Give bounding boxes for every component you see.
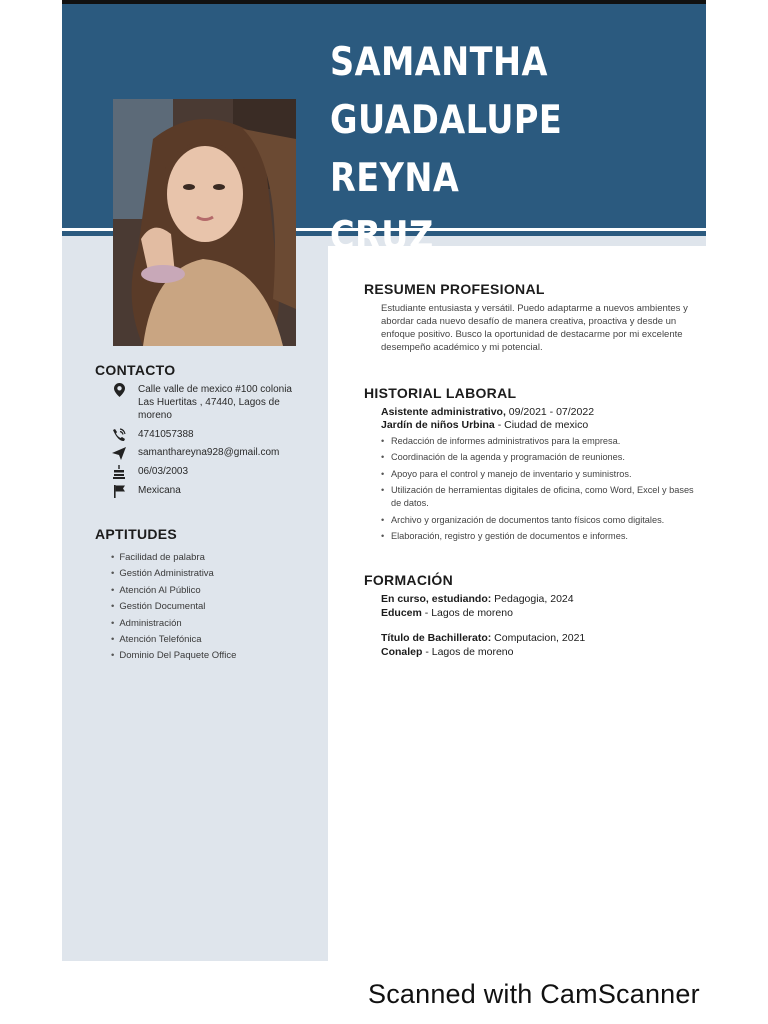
- list-item: • Apoyo para el control y manejo de inventario y suministros.: [381, 468, 703, 481]
- phone-icon: [110, 428, 128, 442]
- send-icon: [110, 446, 128, 460]
- list-item: • Elaboración, registro y gestión de documentos e informes.: [381, 530, 703, 543]
- list-item: • Coordinación de la agenda y programación de reuniones.: [381, 451, 703, 464]
- phone-text: 4741057388: [138, 429, 194, 440]
- birthday-cake-icon: [110, 465, 128, 479]
- school-place: - Lagos de moreno: [421, 606, 513, 619]
- school-name: Educem: [381, 606, 422, 619]
- contact-nationality: [110, 484, 310, 498]
- degree-field: Computacion, 2021: [491, 632, 586, 644]
- list-item: • Utilización de herramientas digitales de oficina, como Word, Excel y bases de datos.: [381, 484, 703, 510]
- school-place: - Lagos de moreno: [422, 645, 514, 658]
- name-line: GUADALUPE REYNA: [330, 98, 563, 201]
- education-heading: FORMACIÓN: [364, 572, 454, 588]
- profile-photo: [113, 99, 296, 346]
- job-tasks-list: [381, 435, 703, 546]
- contact-birthdate: [110, 465, 310, 479]
- list-item: • Dominio Del Paquete Office: [111, 648, 236, 664]
- job-employer: [381, 419, 588, 432]
- list-item: • Atención Al Público: [111, 583, 236, 599]
- flag-icon: [110, 484, 128, 498]
- list-item: • Gestión Administrativa: [111, 566, 236, 582]
- degree-status: Título de Bachillerato:: [381, 632, 492, 644]
- work-heading: HISTORIAL LABORAL: [364, 385, 517, 401]
- job-position: [381, 406, 594, 419]
- list-item: • Archivo y organización de documentos tanto físicos como digitales.: [381, 514, 703, 527]
- employer-location: - Ciudad de mexico: [494, 419, 589, 431]
- school-name: Conalep: [381, 645, 423, 658]
- email-text: samanthareyna928@gmail.com: [138, 447, 280, 458]
- degree-field: Pedagogia, 2024: [491, 593, 574, 605]
- degree-status: En curso, estudiando:: [381, 593, 492, 605]
- contact-email: [110, 446, 310, 460]
- list-item: • Facilidad de palabra: [111, 550, 236, 566]
- name-line: CRUZ: [330, 214, 434, 259]
- address-text: Calle valle de mexico #100 colonia Las Huertitas , 47440, Lagos de moreno: [138, 384, 292, 421]
- location-pin-icon: [110, 383, 128, 397]
- skills-heading: APTITUDES: [95, 526, 178, 542]
- job-role: Asistente administrativo,: [381, 406, 506, 418]
- candidate-name: [330, 34, 648, 266]
- employer-name: Jardín de niños Urbina: [381, 419, 495, 431]
- job-dates: 09/2021 - 07/2022: [505, 406, 595, 418]
- list-item: • Atención Telefónica: [111, 632, 236, 648]
- list-item: • Redacción de informes administrativos para la empresa.: [381, 435, 703, 448]
- summary-heading: RESUMEN PROFESIONAL: [364, 281, 545, 297]
- name-line: SAMANTHA: [330, 40, 548, 85]
- scanner-watermark: Scanned with CamScanner: [368, 979, 700, 1009]
- birthdate-text: 06/03/2003: [138, 466, 189, 477]
- education-entry: [381, 632, 585, 659]
- nationality-text: Mexicana: [138, 485, 181, 496]
- contact-address: [110, 383, 310, 422]
- summary-text: Estudiante entusiasta y versátil. Puedo adaptarme a nuevos ambientes y abordar cada nuevo desafío de manera creativa, proactiva y desde un enfoque positivo. Busco la oportunidad de destacarme por mi excelente desempeño académico y mi potencial.: [381, 303, 688, 353]
- contact-phone: [110, 428, 310, 442]
- education-entry: [381, 593, 574, 620]
- contact-heading: CONTACTO: [95, 362, 176, 378]
- list-item: • Gestión Documental: [111, 599, 236, 615]
- list-item: • Administración: [111, 616, 236, 632]
- skills-list: [111, 550, 236, 665]
